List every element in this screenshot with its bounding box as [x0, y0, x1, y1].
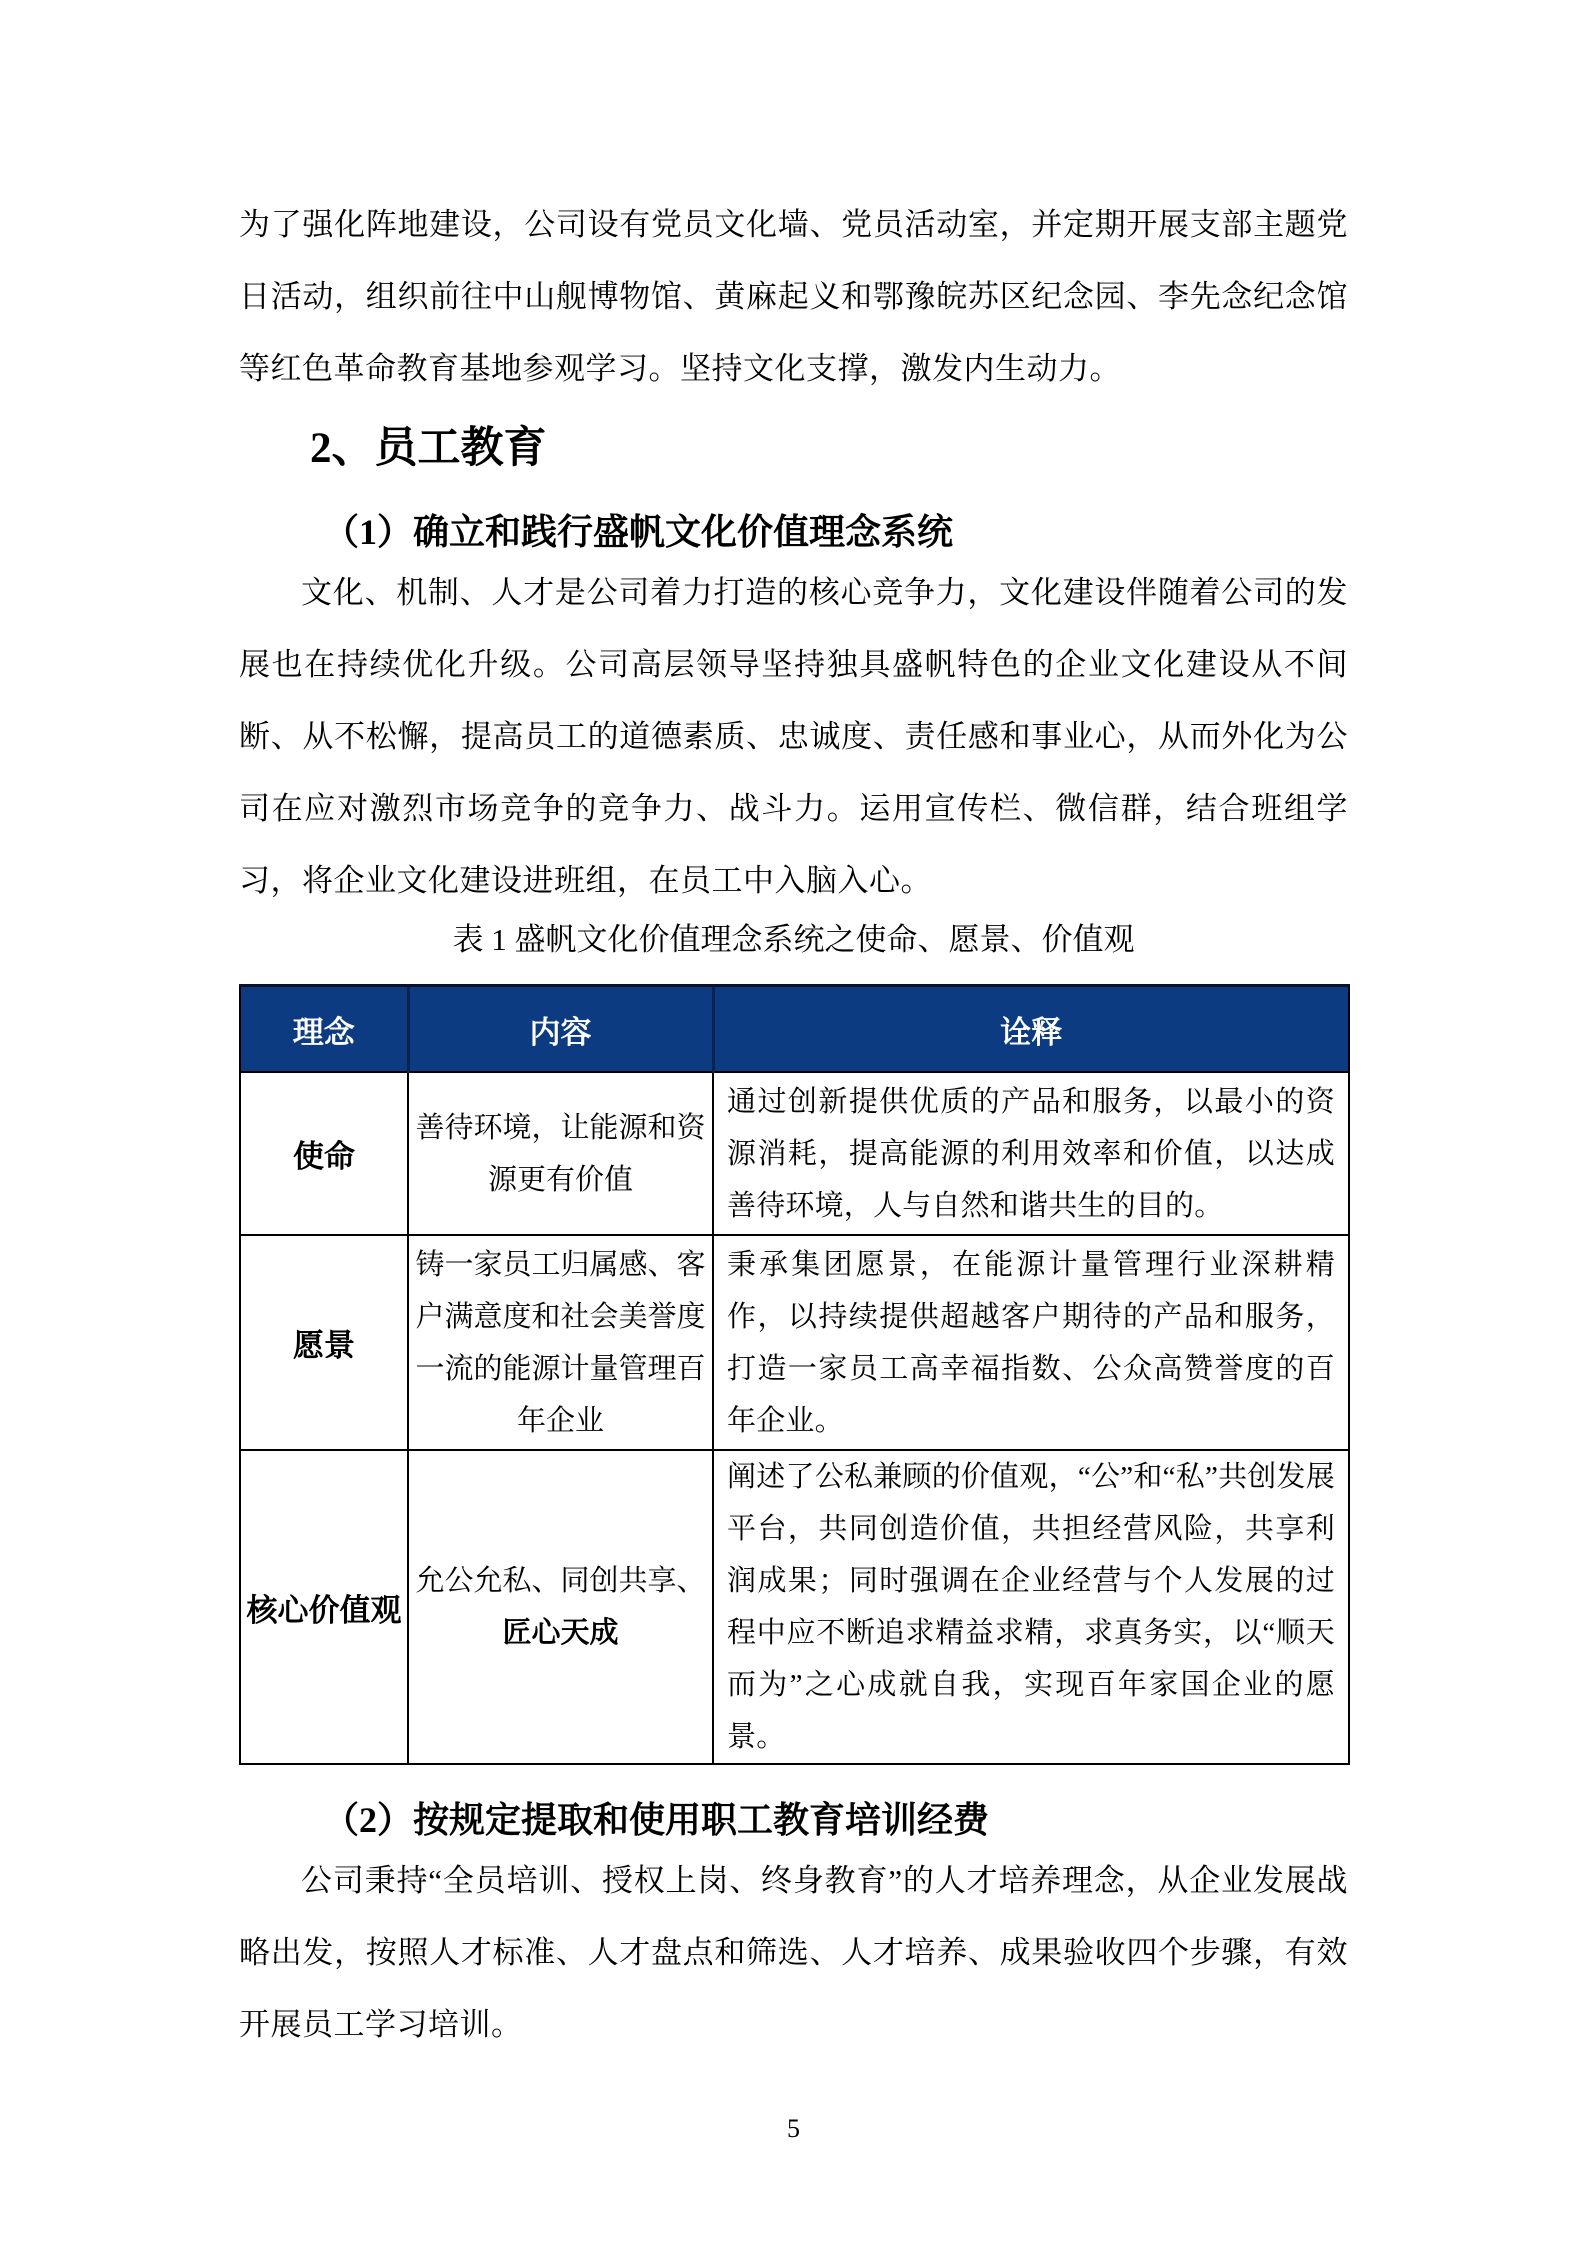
page-content — [239, 0, 1348, 2061]
table-header-interpretation: 诠释 — [713, 986, 1349, 1073]
vision-concept-cell: 愿景 — [240, 1235, 408, 1450]
subsection-heading-culture-value-system: （1）确立和践行盛帆文化价值理念系统 — [323, 512, 954, 552]
page-number: 5 — [787, 2114, 800, 2143]
core-values-content-text: 允公允私、同创共享、 — [415, 1565, 706, 1597]
core-values-content-bold-text: 匠心天成 — [502, 1617, 619, 1649]
table-caption: 表 1 盛帆文化价值理念系统之使命、愿景、价值观 — [452, 922, 1135, 957]
table-row-core-values — [240, 1450, 1349, 1764]
paragraph-culture-building: 文化、机制、人才是公司着力打造的核心竞争力，文化建设伴随着公司的发展也在持续优化升级。公司高层领导坚持独具盛帆特色的企业文化建设从不间断、从不松懈，提高员工的道德素质、忠诚度、责任感和事业心，从而外化为公司在应对激烈市场竞争的竞争力、战斗力。运用宣传栏、微信群，结合班组学习，将企业文化建设进班组，在员工中入脑入心。 — [239, 575, 1348, 898]
culture-value-table — [239, 984, 1350, 1765]
subsection-heading-training-funds: （2）按规定提取和使用职工教育培训经费 — [323, 1800, 990, 1840]
table-header-row — [240, 986, 1349, 1073]
core-values-concept-cell: 核心价值观 — [240, 1450, 408, 1764]
section-heading-employee-education: 2、员工教育 — [310, 425, 547, 472]
paragraph-party-activities: 为了强化阵地建设，公司设有党员文化墙、党员活动室，并定期开展支部主题党日活动，组织前往中山舰博物馆、黄麻起义和鄂豫皖苏区纪念园、李先念纪念馆等红色革命教育基地参观学习。坚持文化支撑，激发内生动力。 — [239, 207, 1348, 386]
vision-content-text: 铸一家员工归属感、客户满意度和社会美誉度一流的能源计量管理百年企业 — [415, 1248, 706, 1437]
paragraph-talent-training: 公司秉持“全员培训、授权上岗、终身教育”的人才培养理念，从企业发展战略出发，按照人才标准、人才盘点和筛选、人才培养、成果验收四个步骤，有效开展员工学习培训。 — [239, 1863, 1348, 2042]
core-values-interpretation-cell: 阐述了公私兼顾的价值观，“公”和“私”共创发展平台，共同创造价值，共担经营风险，共享利润成果；同时强调在企业经营与个人发展的过程中应不断追求精益求精，求真务实，以“顺天而为”之心成就自我，实现百年家国企业的愿景。 — [713, 1450, 1349, 1764]
table-row-mission — [240, 1072, 1349, 1235]
mission-content-cell — [408, 1072, 713, 1235]
table-header-concept: 理念 — [240, 986, 408, 1073]
mission-interpretation-cell: 通过创新提供优质的产品和服务，以最小的资源消耗，提高能源的利用效率和价值，以达成善待环境，人与自然和谐共生的目的。 — [713, 1072, 1349, 1235]
table-header-content: 内容 — [408, 986, 713, 1073]
vision-interpretation-cell: 秉承集团愿景，在能源计量管理行业深耕精作，以持续提供超越客户期待的产品和服务，打造一家员工高幸福指数、公众高赞誉度的百年企业。 — [713, 1235, 1349, 1450]
mission-content-text: 善待环境，让能源和资源更有价值 — [415, 1111, 706, 1196]
core-values-content-cell — [408, 1450, 713, 1764]
mission-concept-cell: 使命 — [240, 1072, 408, 1235]
vision-content-cell — [408, 1235, 713, 1450]
table-row-vision — [240, 1235, 1349, 1450]
